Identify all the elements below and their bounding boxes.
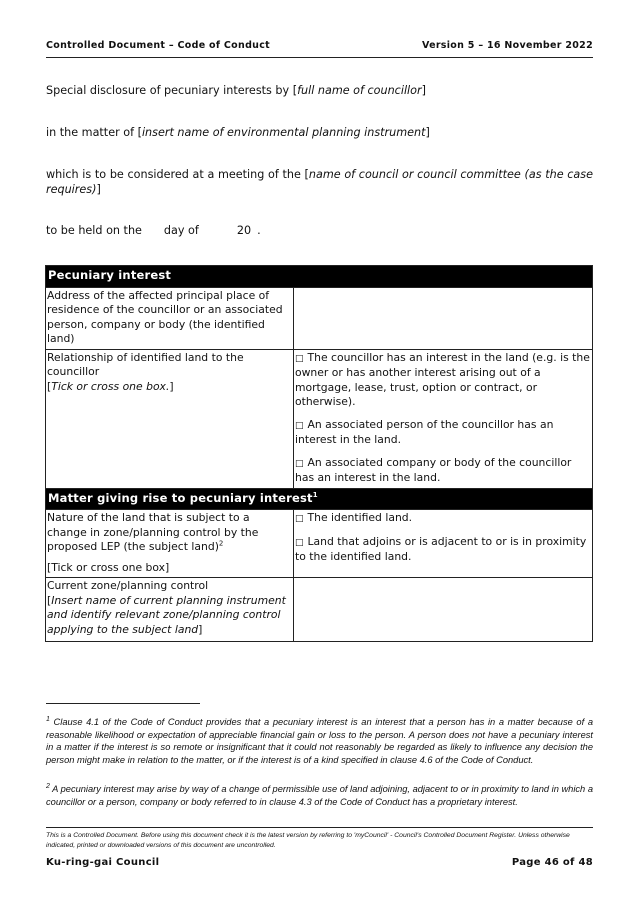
footnote-ref: 1 bbox=[312, 490, 318, 499]
address-input-cell[interactable] bbox=[294, 287, 593, 349]
controlled-document-note: This is a Controlled Document. Before using this document check it is the latest version by referring to 'myCouncil' - Council's Controlled Document Register. Unless otherwise indicated, printed or downloaded versions of this document are uncontrolled. bbox=[46, 832, 570, 849]
disclosure-form-table bbox=[45, 265, 593, 642]
footer-rule bbox=[46, 827, 593, 828]
instrument-name-placeholder: insert name of environmental planning instrument bbox=[141, 126, 426, 139]
table-row bbox=[46, 349, 593, 488]
disclosure-line: Special disclosure of pecuniary interests by [full name of councillor] bbox=[46, 84, 426, 97]
footnote-1: $^1$ Clause 4.1 of the Code of Conduct provides that a pecuniary interest is an interest that a person has in a matter because of a reasonable likelihood or expectation of appreciable financial gain or loss to the person. A person does not have a pecuniary interest in a matter if the interest is so remote or insignificant that it could not reasonably be regarded as likely to influence any decision the person might make in relation to the matter, or if the interest is of a kind specified in clause 4.6 of the Code of Conduct. bbox=[46, 715, 593, 765]
option-associated-company[interactable]: □ An associated company or body of the councillor has an interest in the land. bbox=[295, 455, 572, 484]
relationship-options-cell bbox=[294, 349, 593, 488]
checkbox-icon[interactable]: □ bbox=[295, 458, 304, 469]
nature-options-cell bbox=[294, 510, 593, 578]
meeting-line: which is to be considered at a meeting of the [name of council or council committee (as the case requires)] bbox=[46, 168, 593, 196]
checkbox-icon[interactable]: □ bbox=[295, 353, 304, 364]
footnote-rule bbox=[46, 703, 200, 704]
row-label-relationship: Relationship of identified land to the councillor [Tick or cross one box.] bbox=[46, 349, 294, 488]
footnote-ref: 2 bbox=[218, 539, 224, 548]
table-row bbox=[46, 287, 593, 349]
page-header bbox=[46, 40, 593, 56]
matter-line: in the matter of [insert name of environmental planning instrument] bbox=[46, 126, 430, 139]
row-label-current-zone: Current zone/planning control [Insert name of current planning instrument and identify relevant zone/planning control applying to the subject land] bbox=[46, 578, 294, 642]
checkbox-icon[interactable]: □ bbox=[295, 537, 304, 548]
header-document-title: Controlled Document – Code of Conduct bbox=[46, 40, 271, 51]
section-title: Matter giving rise to pecuniary interest$^1$ bbox=[46, 488, 593, 510]
section-header-matter bbox=[46, 488, 593, 510]
footnote-2: $^2$ A pecuniary interest may arise by way of a change of permissible use of land adjoining, adjacent to or in proximity to land in which a councillor or a person, company or body referred to in clause 4.3 of the Code of Conduct has a proprietary interest. bbox=[46, 782, 593, 807]
page-number: Page 46 of 48 bbox=[511, 857, 593, 868]
row-label-nature-of-land: Nature of the land that is subject to a change in zone/planning control by the proposed LEP (the subject land)$^2$ [Tick or cross one box] bbox=[46, 510, 294, 578]
option-identified-land[interactable]: □ The identified land. bbox=[295, 511, 413, 524]
footer-organisation: Ku-ring-gai Council bbox=[46, 857, 160, 868]
date-line-held-on: to be held on the bbox=[46, 224, 142, 237]
date-line: to be held on the day of 20 . bbox=[46, 224, 261, 237]
section-header-pecuniary-interest bbox=[46, 266, 593, 288]
date-line-year: 20 bbox=[236, 224, 252, 237]
option-associated-person[interactable]: □ An associated person of the councillor has an interest in the land. bbox=[295, 417, 554, 446]
council-name-placeholder: name of council or council committee (as the case requires) bbox=[46, 168, 593, 196]
header-rule bbox=[46, 57, 593, 58]
row-label-address: Address of the affected principal place of residence of the councillor or an associated person, company or body (the identified land) bbox=[46, 287, 294, 349]
table-row bbox=[46, 510, 593, 578]
checkbox-icon[interactable]: □ bbox=[295, 514, 304, 524]
table-row bbox=[46, 578, 593, 642]
header-version: Version 5 – 16 November 2022 bbox=[421, 40, 593, 51]
option-councillor-interest[interactable]: □ The councillor has an interest in the land (e.g. is the owner or has another interest arising out of a mortgage, lease, trust, option or contract, or otherwise). bbox=[295, 350, 590, 408]
section-title: Pecuniary interest bbox=[46, 266, 593, 288]
current-zone-input-cell[interactable] bbox=[294, 578, 593, 642]
option-adjoining-land[interactable]: □ Land that adjoins or is adjacent to or is in proximity to the identified land. bbox=[295, 534, 587, 563]
date-line-day-of: day of bbox=[163, 224, 199, 237]
councillor-name-placeholder: full name of councillor bbox=[297, 84, 422, 97]
checkbox-icon[interactable]: □ bbox=[295, 420, 304, 431]
